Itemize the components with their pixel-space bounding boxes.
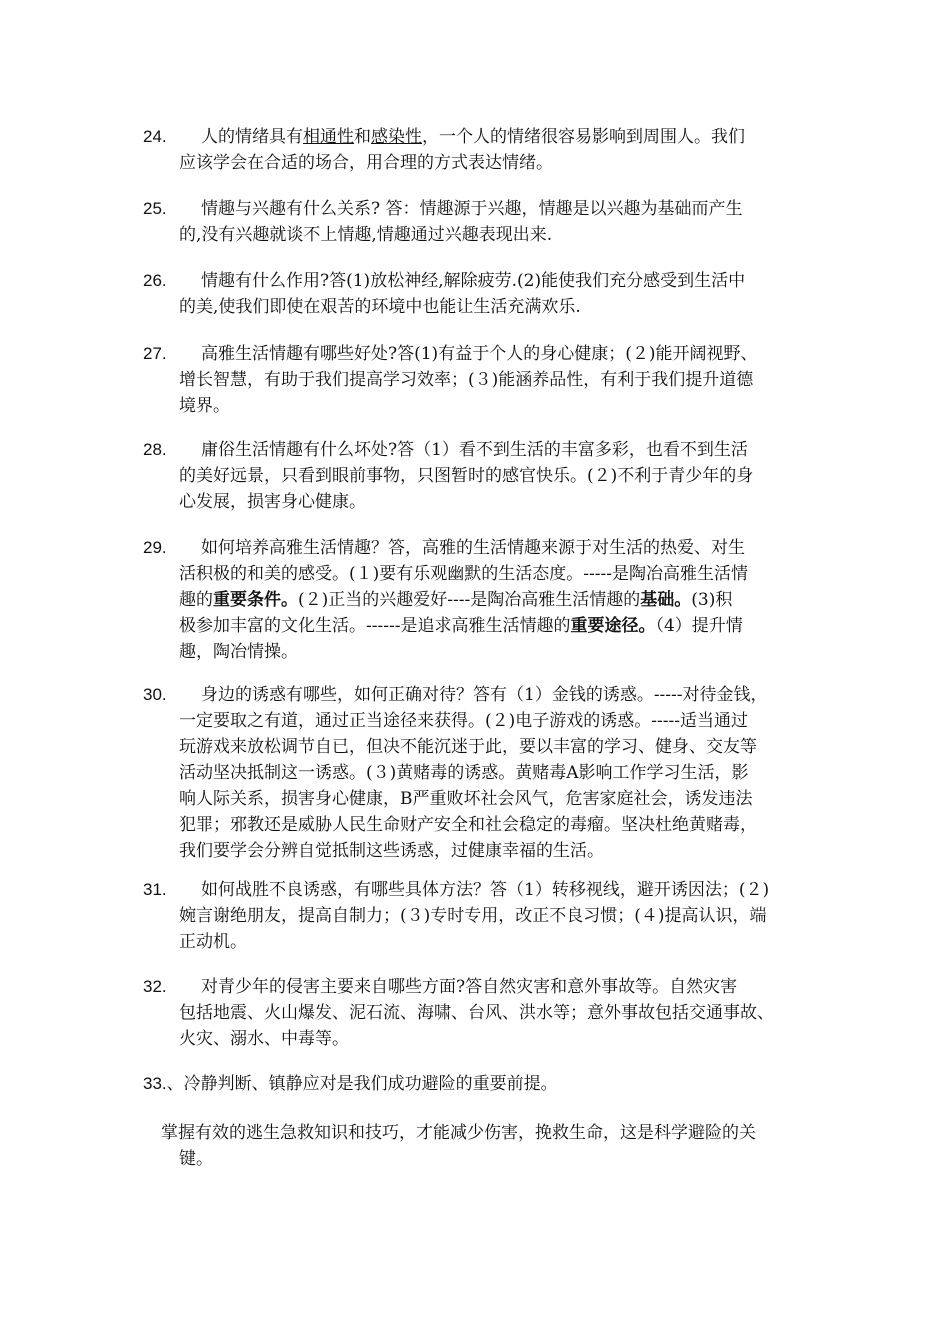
text-line: 犯罪；邪教还是威胁人民生命财产安全和社会稳定的毒瘤。坚决杜绝黄赌毒，: [179, 815, 757, 835]
text-line: 的美好远景，只看到眼前事物，只图暂时的感官快乐。(２)不利于青少年的身: [179, 466, 754, 486]
bold-term: 重要条件。: [213, 590, 298, 610]
text-line: 正动机。: [179, 932, 247, 952]
text-line: 心发展，损害身心健康。: [179, 492, 366, 512]
item-29: [143, 535, 811, 665]
text-line: 玩游戏来放松调节自已，但决不能沉迷于此，要以丰富的学习、健身、交友等: [179, 737, 757, 757]
item-number: 31.: [143, 880, 167, 899]
item-number: 27.: [143, 344, 167, 363]
text-line: 增长智慧，有助于我们提高学习效率；(３)能涵养品性，有利于我们提升道德: [179, 370, 754, 390]
text-line: 情趣与兴趣有什么关系? 答：情趣源于兴趣，情趣是以兴趣为基础而产生: [201, 199, 743, 219]
item-25: [143, 196, 811, 248]
text-line: 活积极的和美的感受。(１)要有乐观幽默的生活态度。-----是陶冶高雅生活情: [179, 564, 748, 584]
text-line: 火灾、溺水、中毒等。: [179, 1029, 349, 1049]
text-line: 我们要学会分辨自觉抵制这些诱惑，过健康幸福的生活。: [179, 841, 604, 861]
text-line: 趣，陶冶情操。: [179, 642, 298, 662]
text-line: 情趣有什么作用?答(1)放松神经,解除疲劳.(2)能使我们充分感受到生活中: [201, 271, 746, 291]
text: ，一个人的情绪很容易影响到周围人。我们: [422, 127, 745, 147]
text: 应该学会在合适的场合，用合理的方式表达情绪。: [179, 153, 553, 173]
text: 极参加丰富的文化生活。------是追求高雅生活情趣的: [179, 616, 571, 636]
bold-term: 重要途径。: [570, 616, 656, 636]
text-line: 、冷静判断、镇静应对是我们成功避险的重要前提。: [166, 1074, 558, 1094]
text-line: 活动坚决抵制这一诱惑。(３)黄赌毒的诱惑。黄赌毒A影响工作学习生活，影: [179, 763, 749, 783]
text-line: 响人际关系，损害身心健康，B严重败坏社会风气，危害家庭社会，诱发违法: [179, 789, 753, 809]
item-number: 29.: [143, 538, 167, 557]
text-line: 的,没有兴趣就谈不上情趣,情趣通过兴趣表现出来.: [179, 225, 553, 245]
item-33: [143, 1071, 823, 1097]
text: (3)积: [691, 590, 733, 610]
text-line: 高雅生活情趣有哪些好处?答(1)有益于个人的身心健康；(２)能开阔视野、: [201, 344, 758, 364]
text-line: 键。: [179, 1149, 213, 1169]
item-31: [143, 877, 811, 955]
item-number: 28.: [143, 440, 167, 459]
item-number: 25.: [143, 199, 167, 218]
text-line: 掌握有效的逃生急救知识和技巧，才能减少伤害，挽救生命，这是科学避险的关: [161, 1123, 756, 1143]
text: 趣的: [179, 590, 213, 610]
item-24: [143, 124, 811, 176]
bold-term: 基础。: [640, 590, 692, 610]
underlined-term: 相通性: [303, 127, 354, 147]
item-number: 24.: [143, 127, 167, 146]
item-number: 30.: [143, 685, 167, 704]
text-line: 庸俗生活情趣有什么坏处?答（1）看不到生活的丰富多彩，也看不到生活: [201, 440, 748, 460]
text: （4）提升情: [655, 616, 743, 636]
item-number: 26.: [143, 271, 167, 290]
item-26: [143, 268, 811, 320]
text-line: 如何战胜不良诱惑，有哪些具体方法？答（1）转移视线，避开诱因法；(２): [201, 880, 770, 900]
underlined-term: 感染性: [371, 127, 422, 147]
text-line: 境界。: [179, 396, 230, 416]
text-line: 一定要取之有道，通过正当途径来获得。(２)电子游戏的诱惑。-----适当通过: [179, 711, 748, 731]
item-28: [143, 437, 811, 515]
text: 和: [354, 127, 371, 147]
item-27: [143, 341, 811, 419]
text-line: 身边的诱惑有哪些，如何正确对待？答有（1）金钱的诱惑。-----对待金钱，: [201, 685, 768, 705]
text-line: 包括地震、火山爆发、泥石流、海啸、台风、洪水等；意外事故包括交通事故、: [179, 1003, 774, 1023]
text: 人的情绪具有: [201, 127, 303, 147]
text-line: 对青少年的侵害主要来自哪些方面?答自然灾害和意外事故等。自然灾害: [201, 977, 738, 997]
item-number: 32.: [143, 977, 167, 996]
text-line: 的美,使我们即使在艰苦的环境中也能让生活充满欢乐.: [179, 297, 581, 317]
item-32: [143, 974, 811, 1052]
item-30: [143, 682, 811, 864]
closing-paragraph: [161, 1120, 821, 1172]
item-number: 33.: [143, 1074, 167, 1093]
text-line: 如何培养高雅生活情趣？答，高雅的生活情趣来源于对生活的热爱、对生: [201, 538, 745, 558]
text: (２)正当的兴趣爱好----是陶冶高雅生活情趣的: [298, 590, 641, 610]
text-line: 婉言谢绝朋友，提高自制力；(３)专时专用，改正不良习惯；(４)提高认识，端: [179, 906, 767, 926]
